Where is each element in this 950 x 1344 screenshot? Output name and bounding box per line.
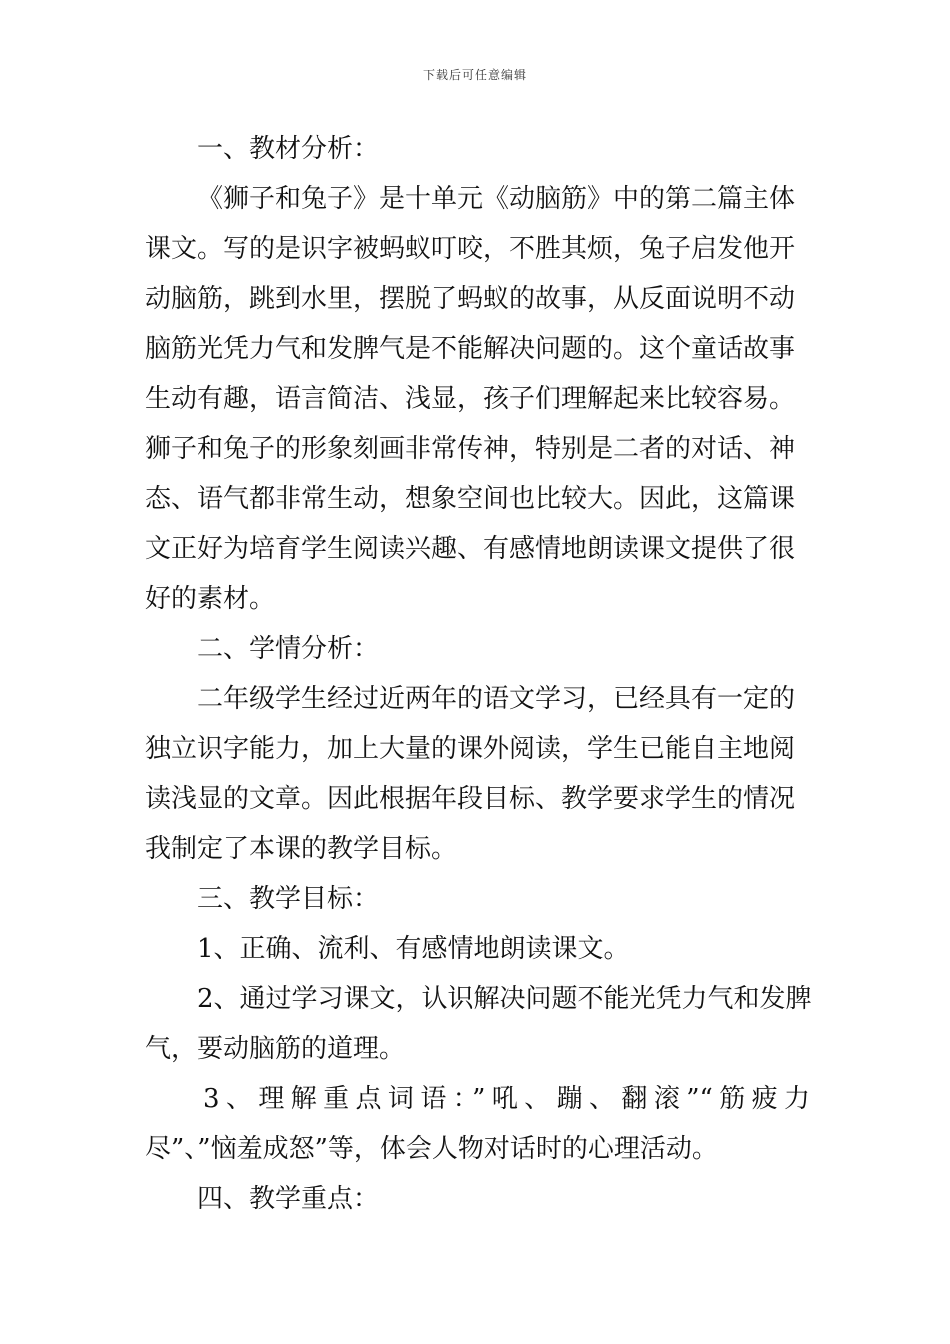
paragraph-line: 我制定了本课的教学目标。 xyxy=(145,834,458,864)
paragraph-line: 狮子和兔子的形象刻画非常传神，特别是二者的对话、神 xyxy=(145,434,796,464)
list-item: 3、理解重点词语：”吼、蹦、翻滚”“筋疲力 xyxy=(203,1084,810,1114)
section-heading: 一、教材分析： xyxy=(197,134,380,164)
paragraph-line: 文正好为培育学生阅读兴趣、有感情地朗读课文提供了很 xyxy=(145,534,796,564)
paragraph-line: 脑筋光凭力气和发脾气是不能解决问题的。这个童话故事 xyxy=(145,334,796,364)
paragraph-line: 好的素材。 xyxy=(145,584,276,614)
paragraph-line: 态、语气都非常生动，想象空间也比较大。因此，这篇课 xyxy=(145,484,796,514)
list-item-continuation: 尽”、”恼羞成怒”等，体会人物对话时的心理活动。 xyxy=(145,1134,718,1164)
section-heading: 四、教学重点： xyxy=(197,1184,380,1214)
paragraph-line: 独立识字能力，加上大量的课外阅读，学生已能自主地阅 xyxy=(145,734,796,764)
paragraph-line: 生动有趣，语言简洁、浅显，孩子们理解起来比较容易。 xyxy=(145,384,796,414)
paragraph-line: 二年级学生经过近两年的语文学习，已经具有一定的 xyxy=(197,684,796,714)
section-heading: 三、教学目标： xyxy=(197,884,380,914)
paragraph-line: 《狮子和兔子》是十单元《动脑筋》中的第二篇主体 xyxy=(197,184,796,214)
section-heading: 二、学情分析： xyxy=(197,634,380,664)
header-note: 下载后可任意编辑 xyxy=(422,68,527,82)
paragraph-line: 课文。写的是识字被蚂蚁叮咬，不胜其烦，兔子启发他开 xyxy=(145,234,796,264)
document-body xyxy=(145,124,810,1224)
paragraph-line: 动脑筋，跳到水里，摆脱了蚂蚁的故事，从反面说明不动 xyxy=(145,284,796,314)
list-item-continuation: 气，要动脑筋的道理。 xyxy=(145,1034,406,1064)
list-item: 1、正确、流利、有感情地朗读课文。 xyxy=(197,934,630,964)
list-item: 2、通过学习课文，认识解决问题不能光凭力气和发脾 xyxy=(197,984,812,1014)
paragraph-line: 读浅显的文章。因此根据年段目标、教学要求学生的情况 xyxy=(145,784,796,814)
